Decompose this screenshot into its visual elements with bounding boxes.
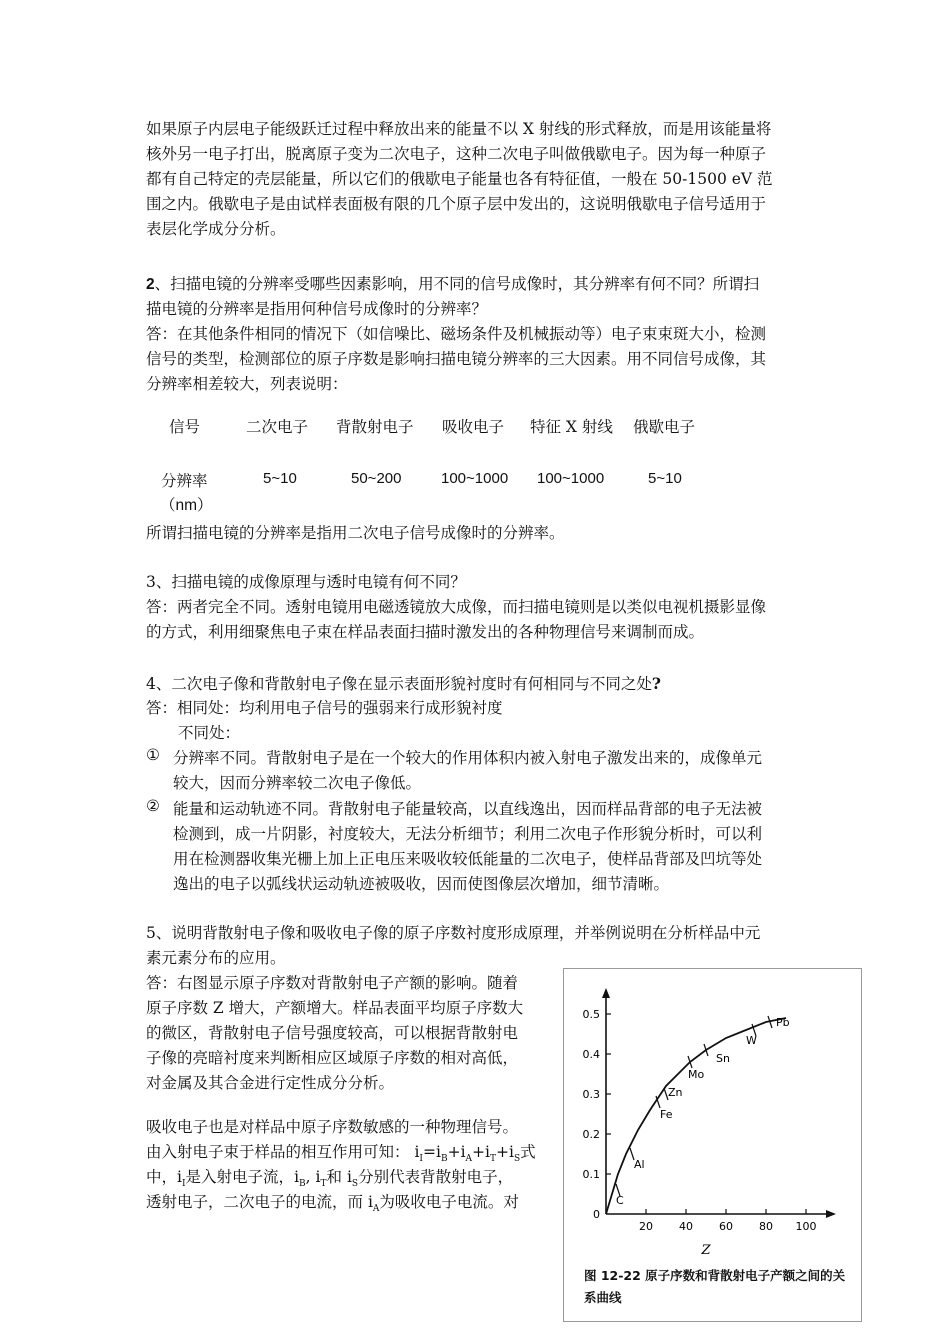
y-tick-label: 0.3 [582, 1088, 600, 1101]
eq-sub: I [419, 1154, 423, 1165]
list-marker: ① [146, 746, 160, 764]
text-line: 原子序数 Z 增大，产额增大。样品表面平均原子序数大 [146, 999, 524, 1017]
eq-symbol: i [315, 1168, 321, 1186]
text-fragment: 式 [520, 1143, 536, 1161]
text-line: 答：右图显示原子序数对背散射电子产额的影响。随着 [146, 974, 519, 992]
eq-sub: I [181, 1179, 186, 1190]
text-line: 答：两者完全不同。透射电镜用电磁透镜放大成像，而扫描电镜则是以类似电视机摄影显像 [146, 598, 767, 616]
table-header: 俄歇电子 [633, 418, 696, 436]
table-row-label: 分辨率 [161, 472, 208, 490]
data-point-label: Pb [776, 1016, 790, 1029]
figure-caption: 图 12-22 原子序数和背散射电子产额之间的关系曲线 [584, 1268, 846, 1305]
text-line: 的微区，背散射电子信号强度较高，可以根据背散射电 [146, 1024, 519, 1042]
eq-sub: A [372, 1204, 380, 1215]
text-line: 核外另一电子打出，脱离原子变为二次电子，这种二次电子叫做俄歇电子。因为每一种原子 [146, 145, 767, 163]
text-fragment: 为吸收电子电流。对 [379, 1193, 519, 1211]
y-axis-arrow [602, 988, 610, 998]
x-tick-label: 80 [759, 1220, 773, 1233]
table-row-unit: （nm） [160, 497, 213, 514]
text-line: 如果原子内层电子能级跃迁过程中释放出来的能量不以 X 射线的形式释放，而是用该能量将 [146, 120, 772, 138]
question-text: 5、说明背散射电子像和吸收电子像的原子序数衬度形成原理，并举例说明在分析样品中元 [146, 924, 761, 942]
table-cell: 100~1000 [537, 470, 605, 487]
text-fragment: 透射电子，二次电子的电流，而 [146, 1193, 364, 1211]
eq-symbol: = [422, 1143, 436, 1161]
question-text: 3、扫描电镜的成像原理与透时电镜有何不同？ [146, 573, 466, 591]
text-line: 用在检测器收集光栅上加上正电压来吸收较低能量的二次电子，使样品背部及凹坑等处 [173, 850, 763, 868]
text-fragment: 是入射电子流， [185, 1168, 295, 1186]
table-header-label: 信号 [169, 418, 201, 436]
x-axis-arrow [826, 1210, 836, 1218]
figure-backscatter-yield [563, 968, 862, 1322]
eq-symbol: i [367, 1193, 373, 1211]
text-line: 描电镜的分辨率是指用何种信号成像时的分辨率？ [146, 300, 488, 318]
text-line: 答：在其他条件相同的情况下（如信噪比、磁场条件及机械振动等）电子束束斑大小，检测 [146, 325, 767, 343]
question-2-line [146, 272, 759, 297]
eq-symbol: + [472, 1143, 486, 1161]
equation-line: 中，$i_I$是入射电子流，$i_B$, $i_T$和 $i_S$分别代表背散射电子， [146, 1168, 514, 1190]
question-text: 4、二次电子像和背散射电子像在显示表面形貌衬度时有何相同与不同之处 [146, 675, 652, 693]
eq-sub: T [320, 1179, 327, 1190]
text-line: 吸收电子也是对样品中原子序数敏感的一种物理信号。 [146, 1118, 519, 1136]
table-header: 特征 X 射线 [530, 418, 613, 436]
text-line: 子像的亮暗衬度来判断相应区域原子序数的相对高低， [146, 1049, 519, 1067]
text-line: 分辨率相差较大，列表说明： [146, 375, 348, 393]
text-line: 所谓扫描电镜的分辨率是指用二次电子信号成像时的分辨率。 [146, 524, 565, 542]
chart-svg [564, 969, 861, 1259]
x-tick-label: 20 [639, 1220, 653, 1233]
text-fragment: 中， [146, 1168, 178, 1186]
eq-sub: S [351, 1179, 359, 1190]
text-line: 检测到，成一片阴影，衬度较大，无法分析细节；利用二次电子作形貌分析时，可以利 [173, 825, 763, 843]
text-line: 不同处： [178, 724, 241, 742]
y-tick-label: 0 [593, 1208, 600, 1221]
eq-sub: S [514, 1154, 521, 1165]
table-cell: 50~200 [351, 470, 402, 487]
eq-sub: B [440, 1154, 448, 1165]
text-line: 对金属及其合金进行定性成分分析。 [146, 1074, 395, 1092]
data-point-label: Zn [668, 1086, 683, 1099]
text-line: 分辨率不同。背散射电子是在一个较大的作用体积内被入射电子激发出来的，成像单元 [173, 749, 763, 767]
y-tick-label: 0.1 [582, 1168, 600, 1181]
data-point-label: Al [634, 1158, 645, 1171]
x-tick-label: 100 [795, 1220, 817, 1233]
list-marker: ② [146, 797, 160, 815]
y-tick-label: 0.2 [582, 1128, 600, 1141]
question-4-line [146, 671, 661, 697]
table-header: 吸收电子 [442, 418, 505, 436]
text-line: 逸出的电子以弧线状运动轨迹被吸收，因而使图像层次增加，细节清晰。 [173, 875, 670, 893]
table-cell: 5~10 [648, 470, 682, 487]
text-fragment: 和 [326, 1168, 343, 1186]
eq-symbol: i [509, 1143, 514, 1161]
y-tick-label: 0.5 [582, 1008, 600, 1021]
eq-symbol: i [177, 1168, 182, 1186]
text-line: 围之内。俄歇电子是由试样表面极有限的几个原子层中发出的，这说明俄歇电子信号适用于 [146, 195, 767, 213]
table-cell: 100~1000 [441, 470, 509, 487]
text-line: 素元素分布的应用。 [146, 949, 286, 967]
eq-sub: T [490, 1154, 497, 1165]
eq-symbol: i [435, 1143, 441, 1161]
text-line: 能量和运动轨迹不同。背散射电子能量较高，以直线逸出，因而样品背部的电子无法被 [173, 800, 763, 818]
text-line: 信号的类型，检测部位的原子序数是影响扫描电镜分辨率的三大因素。用不同信号成像，其 [146, 350, 767, 368]
text-line: 答：相同处：均利用电子信号的强弱来行成形貌衬度 [146, 699, 503, 717]
eq-symbol: + [496, 1143, 510, 1161]
eq-symbol: i [414, 1143, 420, 1161]
eq-symbol: + [447, 1143, 461, 1161]
table-header: 背散射电子 [336, 418, 414, 436]
text-line: 都有自己特定的壳层能量，所以它们的俄歇电子能量也各有特征值，一般在 50-1500 eV 范 [146, 170, 773, 188]
question-number: 2 [146, 276, 155, 293]
eq-sub: A [465, 1154, 473, 1165]
text-fragment: 分别代表背散射电子， [358, 1168, 514, 1186]
text-line: 表层化学成分分析。 [146, 220, 286, 238]
eq-symbol: i [485, 1143, 491, 1161]
eq-sub: B [299, 1179, 306, 1190]
data-point-label: W [746, 1034, 757, 1047]
x-axis-label: Z [701, 1243, 711, 1258]
text-fragment: 由入射电子束于样品的相互作用可知： [146, 1143, 410, 1161]
x-tick-label: 60 [719, 1220, 733, 1233]
y-tick-label: 0.4 [582, 1048, 600, 1061]
eq-symbol: i [294, 1168, 300, 1186]
eq-symbol: i [346, 1168, 352, 1186]
text-line: 较大，因而分辨率较二次电子像低。 [173, 774, 422, 792]
equation-line [146, 1190, 519, 1222]
eq-symbol: i [460, 1143, 466, 1161]
text-line: 的方式，利用细聚焦电子束在样品表面扫描时激发出的各种物理信号来调制而成。 [146, 623, 705, 641]
question-mark: ? [651, 674, 661, 693]
x-tick-label: 40 [679, 1220, 693, 1233]
data-point-label: Sn [716, 1052, 730, 1065]
table-cell: 5~10 [263, 470, 297, 487]
data-point-label: Mo [688, 1068, 705, 1081]
data-point-label: Fe [660, 1108, 673, 1121]
question-text: 、扫描电镜的分辨率受哪些因素影响，用不同的信号成像时，其分辨率有何不同？所谓扫 [154, 275, 760, 293]
data-point-label: C [616, 1194, 624, 1207]
series-line [606, 1018, 786, 1214]
table-header: 二次电子 [246, 418, 309, 436]
